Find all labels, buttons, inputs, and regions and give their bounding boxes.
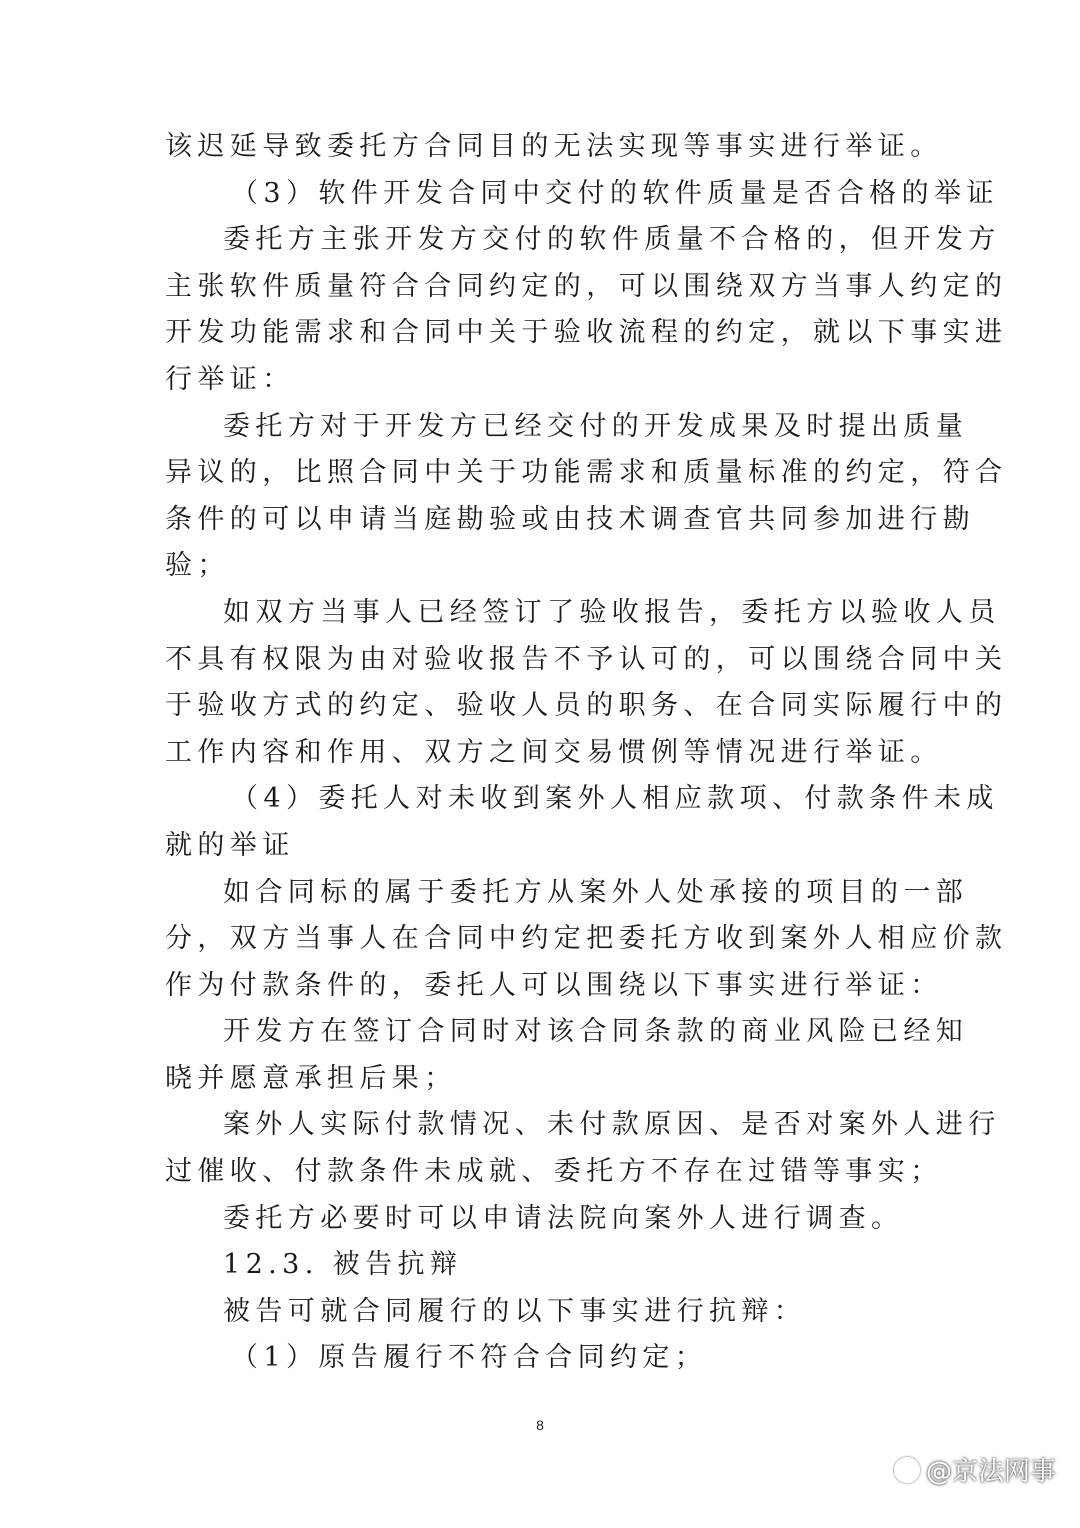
text-line: （3）软件开发合同中交付的软件质量是否合格的举证 (231, 177, 999, 209)
text-line: 如双方当事人已经签订了验收报告，委托方以验收人员 (223, 596, 1001, 628)
text-line: （4）委托人对未收到案外人相应款项、付款条件未成 (231, 783, 999, 815)
text-line: 开发方在签订合同时对该合同条款的商业风险已经知 (223, 1016, 969, 1048)
watermark (894, 1451, 1056, 1488)
text-line: 12.3. 被告抗辩 (223, 1249, 463, 1281)
text-line: 主张软件质量符合合同约定的，可以围绕双方当事人约定的 (165, 270, 1008, 302)
text-line: 案外人实际付款情况、未付款原因、是否对案外人进行 (223, 1109, 1001, 1141)
text-line: 就的举证 (165, 829, 295, 861)
text-line: 工作内容和作用、双方之间交易惯例等情况进行举证。 (165, 736, 943, 768)
text-line: 于验收方式的约定、验收人员的职务、在合同实际履行中的 (165, 690, 1008, 722)
text-line: 该迟延导致委托方合同目的无法实现等事实进行举证。 (165, 131, 943, 162)
text-line: 委托方必要时可以申请法院向案外人进行调查。 (223, 1202, 904, 1234)
watermark-text: @京法网事 (925, 1457, 1056, 1487)
text-line: 委托方主张开发方交付的软件质量不合格的，但开发方 (223, 224, 1001, 256)
text-line: 开发功能需求和合同中关于验收流程的约定，就以下事实进 (165, 317, 1008, 349)
text-line: （1）原告履行不符合合同约定； (231, 1342, 708, 1374)
text-line: 晓并愿意承担后果； (165, 1062, 457, 1094)
camera-lens-icon (894, 1457, 920, 1483)
text-line: 行举证： (165, 363, 295, 395)
page-number: 8 (536, 1417, 544, 1433)
text-line: 作为付款条件的，委托人可以围绕以下事实进行举证： (165, 969, 943, 1001)
text-line: 验； (165, 550, 230, 582)
text-line: 条件的可以申请当庭勘验或由技术调查官共同参加进行勘 (165, 503, 975, 535)
text-line: 如合同标的属于委托方从案外人处承接的项目的一部 (223, 876, 969, 908)
text-line: 异议的，比照合同中关于功能需求和质量标准的约定，符合 (165, 457, 1008, 489)
text-line: 委托方对于开发方已经交付的开发成果及时提出质量 (223, 410, 969, 442)
text-line: 分，双方当事人在合同中约定把委托方收到案外人相应价款 (165, 923, 1008, 955)
document-body (165, 124, 1008, 1382)
text-line: 不具有权限为由对验收报告不予认可的，可以围绕合同中关 (165, 643, 1008, 675)
text-line: 被告可就合同履行的以下事实进行抗辩： (223, 1295, 807, 1327)
text-line: 过催收、付款条件未成就、委托方不存在过错等事实； (165, 1156, 943, 1188)
